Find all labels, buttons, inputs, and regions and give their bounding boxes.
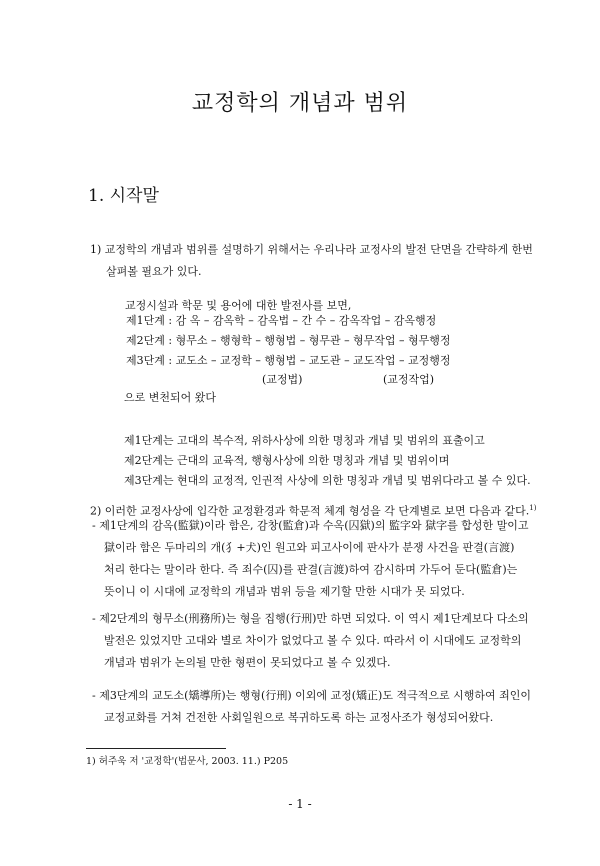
stage-3-line: 제3단계 : 교도소 – 교정학 – 행형법 – 교도관 – 교도작업 – 교정행정 [126, 354, 451, 367]
paragraph-2-intro-text: 2) 이러한 교정사상에 입각한 교정환경과 학문적 체계 형성을 각 단계별로 보면 다음과 같다. [90, 504, 530, 518]
stages-conclusion: 으로 변천되어 왔다 [124, 391, 217, 404]
note-correction-law: (교정법) [262, 373, 303, 386]
document-title: 교정학의 개념과 범위 [191, 91, 409, 116]
bullet-2-line-3: 개념과 범위가 논의될 만한 형편이 못되었다고 볼 수 있겠다. [104, 656, 391, 669]
bullet-1-line-3: 처리 한다는 말이라 한다. 즉 죄수(囚)를 판결(言渡)하여 감시하며 가두어 둔다(監倉)는 [104, 563, 518, 576]
footnote-divider [86, 748, 226, 749]
intro-line-1: 1) 교정학의 개념과 범위를 설명하기 위해서는 우리나라 교정사의 발전 단면을 간략하게 한번 [90, 243, 533, 256]
bullet-1-line-4: 뜻이니 이 시대에 교정학의 개념과 범위 등을 제기할 만한 시대가 못 되었다. [104, 585, 465, 598]
description-stage-3: 제3단계는 현대의 교정적, 인권적 사상에 의한 명칭과 개념 및 범위다라고 볼 수 있다. [124, 474, 531, 487]
stage-1-line: 제1단계 : 감 옥 – 감옥학 – 감옥법 – 간 수 – 감옥작업 – 감옥행정 [126, 314, 437, 327]
footnote: 1) 허주욱 저 '교정학'(법문사, 2003. 11.) P205 [86, 756, 289, 767]
intro-paragraph [90, 239, 533, 283]
intro-line-2: 살펴볼 필요가 있다. [106, 265, 202, 278]
bullet-stage-1 [92, 515, 540, 603]
bullet-1-line-1: - 제1단계의 감옥(監獄)이라 함은, 감창(監倉)과 수옥(囚獄)의 監字와 獄字를 합성한 말이고 [92, 519, 529, 532]
bullet-1-line-2: 獄이라 함은 두마리의 개(犭+犬)인 원고와 피고사이에 판사가 분쟁 사건을 판결(言渡) [104, 541, 515, 554]
bullet-stage-3 [92, 685, 540, 729]
section-heading: 1. 시작말 [88, 186, 159, 206]
bullet-2-line-1: - 제2단계의 형무소(刑務所)는 형을 집행(行刑)만 하면 되었다. 이 역시 제1단계보다 다소의 [92, 612, 529, 625]
description-stage-2: 제2단계는 근대의 교육적, 행형사상에 의한 명칭과 개념 및 범위이며 [124, 454, 450, 467]
stage-2-line: 제2단계 : 형무소 – 행형학 – 행형법 – 형무관 – 형무작업 – 형무행정 [126, 334, 451, 347]
page-number: - 1 - [288, 797, 312, 811]
bullet-stage-2 [92, 608, 540, 674]
bullet-3-line-2: 교정교화를 거쳐 건전한 사회일원으로 복귀하도록 하는 교정사조가 형성되어왔다. [104, 711, 494, 724]
bullet-2-line-2: 발전은 있었지만 고대와 별로 차이가 없었다고 볼 수 있다. 따라서 이 시대에도 교정학의 [104, 634, 522, 647]
note-correction-work: (교정작업) [383, 373, 435, 386]
description-stage-1: 제1단계는 고대의 복수적, 위하사상에 의한 명칭과 개념 및 범위의 표출이고 [124, 434, 485, 447]
bullet-3-line-1: - 제3단계의 교도소(矯導所)는 행형(行刑) 이외에 교정(矯正)도 적극적으로 시행하여 죄인이 [92, 689, 531, 702]
footnote-ref[interactable]: 1) [529, 504, 537, 512]
stages-lead: 교정시설과 학문 및 용어에 대한 발전사를 보면, [125, 299, 352, 312]
